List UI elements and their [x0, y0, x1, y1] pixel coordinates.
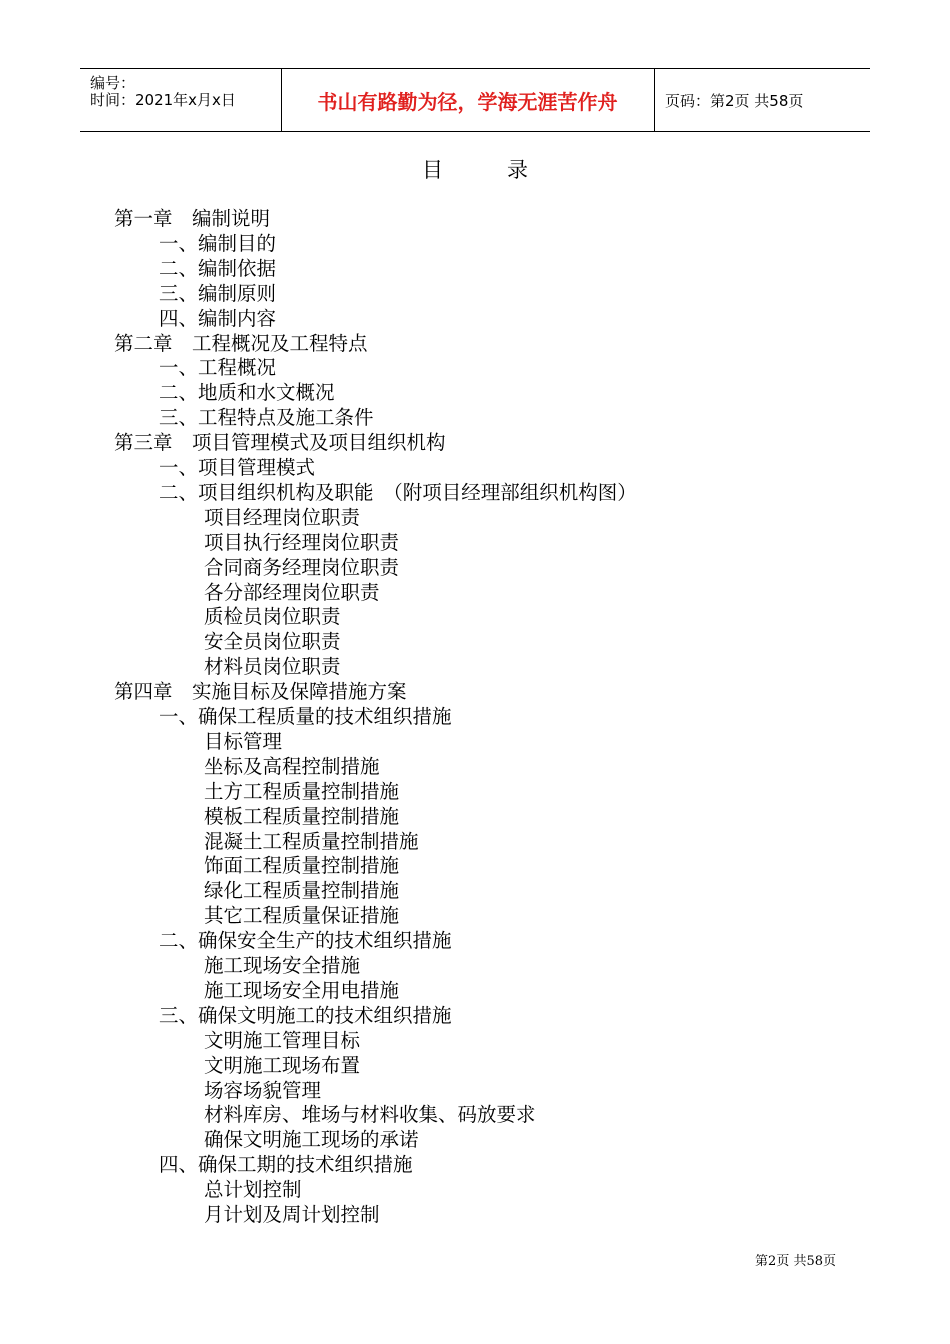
page-header [80, 68, 870, 132]
header-meta-cell [80, 69, 282, 131]
toc-item: 安全员岗位职责 [204, 630, 341, 654]
toc-item: 项目执行经理岗位职责 [204, 530, 400, 554]
toc-item: 绿化工程质量控制措施 [204, 879, 400, 903]
toc-item: 第二章 工程概况及工程特点 [114, 331, 368, 355]
toc-item: 三、工程特点及施工条件 [159, 406, 374, 430]
toc-item: 确保文明施工现场的承诺 [204, 1128, 419, 1152]
title-char-2: 录 [507, 158, 528, 182]
toc-item: 四、编制内容 [159, 306, 277, 330]
toc-item: 质检员岗位职责 [204, 605, 341, 629]
toc-item: 土方工程质量控制措施 [204, 779, 400, 803]
header-motto-cell [281, 69, 655, 131]
toc-item: 材料员岗位职责 [204, 655, 341, 679]
toc-item: 一、项目管理模式 [159, 456, 316, 479]
toc-item: 二、编制依据 [159, 256, 277, 280]
toc-item: 施工现场安全措施 [204, 954, 361, 977]
toc-item: 二、项目组织机构及职能 （附项目经理部组织机构图） [159, 480, 637, 504]
toc-item: 第三章 项目管理模式及项目组织机构 [114, 431, 446, 455]
toc-title [0, 154, 950, 184]
toc-item: 二、确保安全生产的技术组织措施 [159, 929, 452, 953]
toc-item: 坐标及高程控制措施 [204, 754, 380, 778]
toc-item: 第四章 实施目标及保障措施方案 [114, 680, 407, 704]
toc-item: 混凝土工程质量控制措施 [204, 829, 419, 853]
number-label: 编号： [90, 74, 136, 92]
header-page-cell [655, 69, 870, 131]
toc-item: 四、确保工期的技术组织措施 [159, 1153, 413, 1177]
toc-item: 三、确保文明施工的技术组织措施 [159, 1003, 452, 1027]
toc-item: 合同商务经理岗位职责 [204, 555, 400, 579]
toc-item: 场容场貌管理 [204, 1078, 322, 1102]
toc-item: 一、工程概况 [159, 356, 277, 380]
time-label: 时间：2021年x月x日 [90, 91, 236, 109]
toc-item: 施工现场安全用电措施 [204, 978, 400, 1002]
page-footer: 第2页 共58页 [755, 1254, 836, 1269]
toc-item: 目标管理 [204, 729, 283, 753]
toc-item: 模板工程质量控制措施 [204, 804, 400, 828]
toc-item: 饰面工程质量控制措施 [204, 854, 400, 878]
toc-item: 二、地质和水文概况 [159, 381, 335, 405]
title-char-1: 目 [422, 158, 443, 182]
toc-item: 总计划控制 [204, 1178, 302, 1202]
motto-text: 书山有路勤为径，学海无涯苦作舟 [317, 89, 618, 114]
header-page-label: 页码：第2页 共58页 [665, 91, 804, 110]
toc-item: 一、编制目的 [159, 231, 277, 255]
toc-item: 材料库房、堆场与材料收集、码放要求 [204, 1103, 536, 1127]
toc-item: 其它工程质量保证措施 [204, 904, 400, 928]
toc-item: 各分部经理岗位职责 [204, 580, 380, 604]
toc-item: 一、确保工程质量的技术组织措施 [159, 705, 452, 728]
toc-item: 月计划及周计划控制 [204, 1203, 380, 1226]
toc-item: 文明施工现场布置 [204, 1053, 361, 1077]
toc-item: 第一章 编制说明 [114, 207, 271, 230]
toc-item: 三、编制原则 [159, 281, 277, 305]
toc-item: 文明施工管理目标 [204, 1028, 361, 1052]
toc-item: 项目经理岗位职责 [204, 505, 361, 529]
